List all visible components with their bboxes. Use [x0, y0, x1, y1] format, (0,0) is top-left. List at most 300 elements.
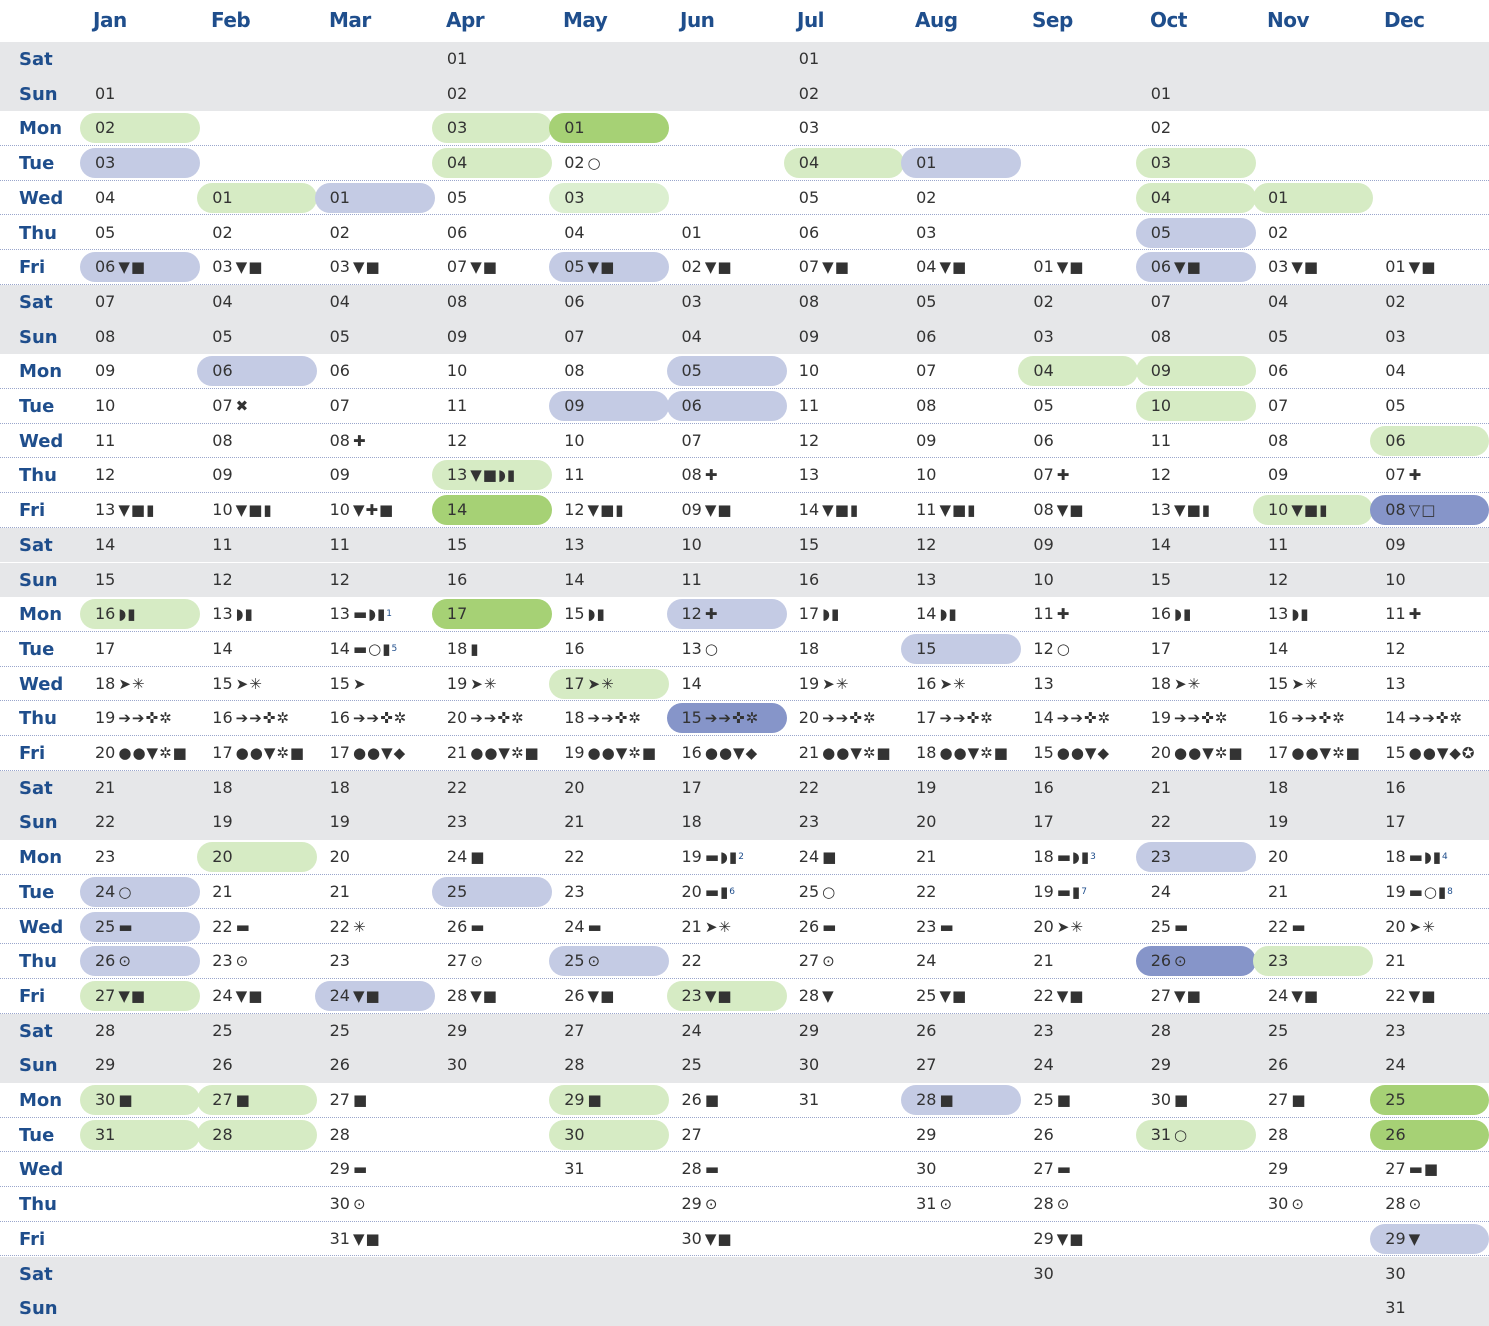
date-cell[interactable] [799, 327, 819, 347]
date-cell[interactable] [1151, 223, 1171, 243]
date-cell[interactable] [95, 257, 146, 277]
date-cell[interactable] [916, 1194, 953, 1214]
date-cell[interactable] [564, 778, 584, 798]
date-cell[interactable] [330, 1055, 350, 1075]
date-cell[interactable] [212, 535, 232, 555]
date-cell[interactable] [330, 917, 367, 937]
date-cell[interactable] [212, 778, 232, 798]
date-cell[interactable] [95, 570, 115, 590]
date-cell[interactable] [564, 847, 584, 867]
date-cell[interactable] [330, 1159, 369, 1179]
date-cell[interactable] [682, 812, 702, 832]
date-cell[interactable] [212, 639, 232, 659]
date-cell[interactable] [1268, 1021, 1288, 1041]
date-cell[interactable] [447, 327, 467, 347]
date-cell[interactable] [212, 951, 249, 971]
date-cell[interactable] [1151, 743, 1244, 763]
date-cell[interactable] [916, 1055, 936, 1075]
date-cell[interactable] [1268, 1194, 1305, 1214]
date-cell[interactable] [916, 1125, 936, 1145]
date-cell[interactable] [1268, 1055, 1288, 1075]
date-cell[interactable] [330, 188, 350, 208]
date-cell[interactable] [1033, 1194, 1070, 1214]
date-cell[interactable] [330, 465, 350, 485]
date-cell[interactable] [916, 327, 936, 347]
date-cell[interactable] [95, 812, 115, 832]
date-cell[interactable] [95, 1125, 115, 1145]
date-cell[interactable] [447, 292, 467, 312]
date-cell[interactable] [916, 778, 936, 798]
date-cell[interactable] [1385, 674, 1405, 694]
date-cell[interactable] [447, 84, 467, 104]
date-cell[interactable] [1385, 951, 1405, 971]
date-cell[interactable] [1268, 500, 1328, 520]
date-cell[interactable] [916, 223, 936, 243]
date-cell[interactable] [330, 1090, 369, 1110]
date-cell[interactable] [916, 812, 936, 832]
date-cell[interactable] [564, 604, 606, 624]
date-cell[interactable] [447, 674, 498, 694]
date-cell[interactable] [682, 292, 702, 312]
date-cell[interactable] [1033, 1090, 1072, 1110]
date-cell[interactable] [212, 396, 249, 416]
date-cell[interactable] [447, 986, 498, 1006]
date-cell[interactable] [916, 535, 936, 555]
date-cell[interactable] [95, 327, 115, 347]
date-cell[interactable] [1268, 986, 1319, 1006]
date-cell[interactable] [330, 986, 381, 1006]
date-cell[interactable] [1385, 639, 1405, 659]
date-cell[interactable] [447, 847, 486, 867]
date-cell[interactable] [799, 500, 859, 520]
date-cell[interactable] [1268, 743, 1361, 763]
date-cell[interactable] [916, 743, 1009, 763]
date-cell[interactable] [95, 535, 115, 555]
date-cell[interactable] [447, 535, 467, 555]
date-cell[interactable] [916, 639, 936, 659]
date-cell[interactable] [1385, 847, 1447, 867]
date-cell[interactable] [799, 882, 836, 902]
date-cell[interactable] [95, 917, 134, 937]
date-cell[interactable] [212, 674, 263, 694]
date-cell[interactable] [564, 327, 584, 347]
date-cell[interactable] [330, 223, 350, 243]
date-cell[interactable] [1385, 1264, 1405, 1284]
date-cell[interactable] [1033, 431, 1053, 451]
date-cell[interactable] [330, 1125, 350, 1145]
date-cell[interactable] [212, 570, 232, 590]
date-cell[interactable] [212, 1090, 251, 1110]
date-cell[interactable] [1385, 1021, 1405, 1041]
date-cell[interactable] [799, 604, 841, 624]
date-cell[interactable] [95, 708, 173, 728]
date-cell[interactable] [1268, 951, 1288, 971]
date-cell[interactable] [1033, 361, 1053, 381]
date-cell[interactable] [564, 188, 584, 208]
date-cell[interactable] [682, 778, 702, 798]
date-cell[interactable] [212, 431, 232, 451]
date-cell[interactable] [1385, 292, 1405, 312]
date-cell[interactable] [799, 639, 819, 659]
date-cell[interactable] [1151, 986, 1202, 1006]
date-cell[interactable] [1385, 570, 1405, 590]
date-cell[interactable] [1151, 361, 1171, 381]
date-cell[interactable] [447, 257, 498, 277]
date-cell[interactable] [212, 1125, 232, 1145]
date-cell[interactable] [799, 118, 819, 138]
date-cell[interactable] [1268, 570, 1288, 590]
date-cell[interactable] [799, 361, 819, 381]
date-cell[interactable] [1033, 292, 1053, 312]
date-cell[interactable] [1151, 465, 1171, 485]
date-cell[interactable] [799, 570, 819, 590]
date-cell[interactable] [95, 153, 115, 173]
date-cell[interactable] [212, 604, 254, 624]
date-cell[interactable] [682, 1229, 733, 1249]
date-cell[interactable] [330, 535, 350, 555]
date-cell[interactable] [212, 257, 263, 277]
date-cell[interactable] [1268, 639, 1288, 659]
date-cell[interactable] [916, 361, 936, 381]
date-cell[interactable] [682, 465, 719, 485]
date-cell[interactable] [564, 465, 584, 485]
date-cell[interactable] [799, 153, 819, 173]
date-cell[interactable] [916, 500, 976, 520]
date-cell[interactable] [95, 1090, 134, 1110]
date-cell[interactable] [682, 1021, 702, 1041]
date-cell[interactable] [564, 118, 584, 138]
date-cell[interactable] [916, 431, 936, 451]
date-cell[interactable] [916, 986, 967, 1006]
date-cell[interactable] [799, 1090, 819, 1110]
date-cell[interactable] [916, 396, 936, 416]
date-cell[interactable] [447, 361, 467, 381]
date-cell[interactable] [916, 1090, 955, 1110]
date-cell[interactable] [1033, 1021, 1053, 1041]
date-cell[interactable] [799, 396, 819, 416]
date-cell[interactable] [212, 1055, 232, 1075]
date-cell[interactable] [682, 1090, 721, 1110]
date-cell[interactable] [1033, 465, 1070, 485]
date-cell[interactable] [682, 882, 736, 902]
date-cell[interactable] [1033, 500, 1084, 520]
date-cell[interactable] [564, 674, 615, 694]
date-cell[interactable] [212, 882, 232, 902]
date-cell[interactable] [447, 500, 467, 520]
date-cell[interactable] [1033, 1125, 1053, 1145]
date-cell[interactable] [1268, 882, 1288, 902]
date-cell[interactable] [916, 570, 936, 590]
date-cell[interactable] [682, 570, 702, 590]
date-cell[interactable] [447, 951, 484, 971]
date-cell[interactable] [1151, 951, 1188, 971]
date-cell[interactable] [1268, 1090, 1307, 1110]
date-cell[interactable] [564, 917, 603, 937]
date-cell[interactable] [1385, 986, 1436, 1006]
date-cell[interactable] [1268, 674, 1319, 694]
date-cell[interactable] [447, 118, 467, 138]
date-cell[interactable] [799, 257, 850, 277]
date-cell[interactable] [1268, 604, 1310, 624]
date-cell[interactable] [447, 1021, 467, 1041]
date-cell[interactable] [1268, 188, 1288, 208]
date-cell[interactable] [212, 1021, 232, 1041]
date-cell[interactable] [95, 882, 132, 902]
date-cell[interactable] [799, 708, 877, 728]
date-cell[interactable] [1151, 257, 1202, 277]
date-cell[interactable] [1385, 708, 1463, 728]
date-cell[interactable] [564, 361, 584, 381]
date-cell[interactable] [212, 465, 232, 485]
date-cell[interactable] [1151, 812, 1171, 832]
date-cell[interactable] [330, 847, 350, 867]
date-cell[interactable] [447, 465, 516, 485]
date-cell[interactable] [799, 743, 892, 763]
date-cell[interactable] [447, 396, 467, 416]
date-cell[interactable] [1268, 361, 1288, 381]
date-cell[interactable] [1385, 361, 1405, 381]
date-cell[interactable] [916, 708, 994, 728]
date-cell[interactable] [1151, 1021, 1171, 1041]
date-cell[interactable] [916, 1159, 936, 1179]
date-cell[interactable] [799, 292, 819, 312]
date-cell[interactable] [447, 49, 467, 69]
date-cell[interactable] [564, 292, 584, 312]
date-cell[interactable] [1033, 674, 1053, 694]
date-cell[interactable] [1268, 465, 1288, 485]
date-cell[interactable] [1385, 1055, 1405, 1075]
date-cell[interactable] [1033, 951, 1053, 971]
date-cell[interactable] [799, 1021, 819, 1041]
date-cell[interactable] [330, 674, 367, 694]
date-cell[interactable] [1268, 1125, 1288, 1145]
date-cell[interactable] [1033, 1055, 1053, 1075]
date-cell[interactable] [799, 1055, 819, 1075]
date-cell[interactable] [212, 292, 232, 312]
date-cell[interactable] [682, 1159, 721, 1179]
date-cell[interactable] [330, 292, 350, 312]
date-cell[interactable] [447, 223, 467, 243]
date-cell[interactable] [95, 118, 115, 138]
date-cell[interactable] [799, 674, 850, 694]
date-cell[interactable] [1385, 327, 1405, 347]
date-cell[interactable] [330, 708, 408, 728]
date-cell[interactable] [1033, 1229, 1084, 1249]
date-cell[interactable] [212, 500, 272, 520]
date-cell[interactable] [95, 188, 115, 208]
date-cell[interactable] [916, 292, 936, 312]
date-cell[interactable] [564, 708, 642, 728]
date-cell[interactable] [330, 570, 350, 590]
date-cell[interactable] [330, 812, 350, 832]
date-cell[interactable] [799, 951, 836, 971]
date-cell[interactable] [1033, 847, 1095, 867]
date-cell[interactable] [916, 188, 936, 208]
date-cell[interactable] [564, 882, 584, 902]
date-cell[interactable] [212, 743, 305, 763]
date-cell[interactable] [564, 1159, 584, 1179]
date-cell[interactable] [1385, 604, 1422, 624]
date-cell[interactable] [682, 223, 702, 243]
date-cell[interactable] [95, 986, 146, 1006]
date-cell[interactable] [564, 223, 584, 243]
date-cell[interactable] [1033, 778, 1053, 798]
date-cell[interactable] [1033, 743, 1110, 763]
date-cell[interactable] [1151, 118, 1171, 138]
date-cell[interactable] [1385, 778, 1405, 798]
date-cell[interactable] [682, 674, 702, 694]
date-cell[interactable] [916, 847, 936, 867]
date-cell[interactable] [1385, 1090, 1405, 1110]
date-cell[interactable] [799, 465, 819, 485]
date-cell[interactable] [1033, 882, 1087, 902]
date-cell[interactable] [1151, 500, 1211, 520]
date-cell[interactable] [799, 49, 819, 69]
date-cell[interactable] [799, 778, 819, 798]
date-cell[interactable] [1268, 327, 1288, 347]
date-cell[interactable] [447, 917, 486, 937]
date-cell[interactable] [212, 223, 232, 243]
date-cell[interactable] [1268, 257, 1319, 277]
date-cell[interactable] [95, 396, 115, 416]
date-cell[interactable] [95, 639, 115, 659]
date-cell[interactable] [1268, 847, 1288, 867]
date-cell[interactable] [447, 570, 467, 590]
date-cell[interactable] [330, 361, 350, 381]
date-cell[interactable] [799, 917, 838, 937]
date-cell[interactable] [1151, 153, 1171, 173]
date-cell[interactable] [447, 708, 525, 728]
date-cell[interactable] [799, 84, 819, 104]
date-cell[interactable] [682, 951, 702, 971]
date-cell[interactable] [564, 431, 584, 451]
date-cell[interactable] [1151, 708, 1229, 728]
date-cell[interactable] [1033, 257, 1084, 277]
date-cell[interactable] [682, 257, 733, 277]
date-cell[interactable] [799, 535, 819, 555]
date-cell[interactable] [916, 604, 958, 624]
date-cell[interactable] [564, 396, 584, 416]
date-cell[interactable] [1033, 396, 1053, 416]
date-cell[interactable] [564, 1021, 584, 1041]
date-cell[interactable] [1033, 570, 1053, 590]
date-cell[interactable] [1268, 223, 1288, 243]
date-cell[interactable] [1151, 604, 1193, 624]
date-cell[interactable] [916, 917, 955, 937]
date-cell[interactable] [212, 812, 232, 832]
date-cell[interactable] [1151, 882, 1171, 902]
date-cell[interactable] [564, 986, 615, 1006]
date-cell[interactable] [564, 153, 601, 173]
date-cell[interactable] [682, 396, 702, 416]
date-cell[interactable] [95, 292, 115, 312]
date-cell[interactable] [95, 84, 115, 104]
date-cell[interactable] [564, 570, 584, 590]
date-cell[interactable] [564, 1055, 584, 1075]
date-cell[interactable] [1151, 396, 1171, 416]
date-cell[interactable] [682, 986, 733, 1006]
date-cell[interactable] [212, 917, 251, 937]
date-cell[interactable] [447, 639, 480, 659]
date-cell[interactable] [330, 1194, 367, 1214]
date-cell[interactable] [95, 1055, 115, 1075]
date-cell[interactable] [1385, 743, 1475, 763]
date-cell[interactable] [1385, 1229, 1421, 1249]
date-cell[interactable] [1385, 431, 1405, 451]
date-cell[interactable] [1385, 465, 1422, 485]
date-cell[interactable] [916, 882, 936, 902]
date-cell[interactable] [1151, 292, 1171, 312]
date-cell[interactable] [447, 812, 467, 832]
date-cell[interactable] [447, 882, 467, 902]
date-cell[interactable] [95, 674, 146, 694]
date-cell[interactable] [1385, 1194, 1422, 1214]
date-cell[interactable] [447, 743, 540, 763]
date-cell[interactable] [1151, 84, 1171, 104]
date-cell[interactable] [330, 257, 381, 277]
date-cell[interactable] [330, 951, 350, 971]
date-cell[interactable] [95, 604, 137, 624]
date-cell[interactable] [564, 1090, 603, 1110]
date-cell[interactable] [916, 257, 967, 277]
date-cell[interactable] [799, 986, 835, 1006]
date-cell[interactable] [212, 986, 263, 1006]
date-cell[interactable] [682, 431, 702, 451]
date-cell[interactable] [447, 1055, 467, 1075]
date-cell[interactable] [1268, 812, 1288, 832]
date-cell[interactable] [1033, 535, 1053, 555]
date-cell[interactable] [95, 847, 115, 867]
date-cell[interactable] [212, 361, 232, 381]
date-cell[interactable] [1151, 1055, 1171, 1075]
date-cell[interactable] [682, 1125, 702, 1145]
date-cell[interactable] [916, 1021, 936, 1041]
date-cell[interactable] [1033, 812, 1053, 832]
date-cell[interactable] [95, 1021, 115, 1041]
date-cell[interactable] [916, 674, 967, 694]
date-cell[interactable] [95, 431, 115, 451]
date-cell[interactable] [564, 257, 615, 277]
date-cell[interactable] [330, 743, 407, 763]
date-cell[interactable] [1268, 708, 1346, 728]
date-cell[interactable] [1151, 847, 1171, 867]
date-cell[interactable] [1151, 1090, 1190, 1110]
date-cell[interactable] [682, 1194, 719, 1214]
date-cell[interactable] [1033, 639, 1070, 659]
date-cell[interactable] [564, 812, 584, 832]
date-cell[interactable] [682, 535, 702, 555]
date-cell[interactable] [799, 223, 819, 243]
date-cell[interactable] [1151, 639, 1171, 659]
date-cell[interactable] [1385, 257, 1436, 277]
date-cell[interactable] [95, 951, 132, 971]
date-cell[interactable] [330, 639, 398, 659]
date-cell[interactable] [1151, 431, 1171, 451]
date-cell[interactable] [682, 917, 733, 937]
date-cell[interactable] [682, 847, 744, 867]
date-cell[interactable] [1385, 535, 1405, 555]
date-cell[interactable] [447, 431, 467, 451]
date-cell[interactable] [1033, 604, 1070, 624]
date-cell[interactable] [564, 951, 601, 971]
date-cell[interactable] [1385, 917, 1436, 937]
date-cell[interactable] [916, 951, 936, 971]
date-cell[interactable] [682, 327, 702, 347]
date-cell[interactable] [1385, 1298, 1405, 1318]
date-cell[interactable] [330, 327, 350, 347]
date-cell[interactable] [1151, 188, 1171, 208]
date-cell[interactable] [1151, 570, 1171, 590]
